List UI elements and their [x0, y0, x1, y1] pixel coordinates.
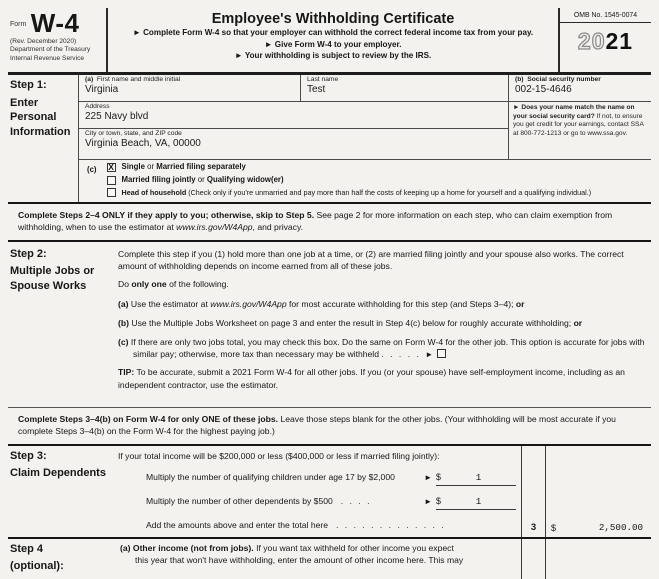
qualifying-children-line	[118, 471, 516, 486]
other-dependents-amount-input[interactable]: 1	[475, 495, 482, 507]
step4a-line2: this year that won't have withholding, enter the amount of other income here. This may	[135, 555, 464, 565]
first-name-label: (a) First name and middle initial	[85, 76, 181, 83]
city-cell	[78, 129, 508, 160]
step2-label	[8, 242, 118, 391]
address-cell	[78, 102, 508, 129]
ssn-label: (b) Social security number	[515, 76, 601, 83]
header-instruction-2: ► Give Form W-4 to your employer.	[264, 39, 402, 49]
estimator-url: www.irs.gov/W4App	[210, 298, 287, 309]
other-dependents-line	[118, 495, 516, 510]
last-name-label: Last name	[307, 76, 339, 83]
step2-option-b: (b) Use the Multiple Jobs Worksheet on page 3 and enter the result in Step 4(c) below for roughly accurate withholding; or	[118, 317, 583, 328]
filing-status-row	[78, 160, 651, 202]
step1-section	[8, 75, 651, 204]
step3-total-cell	[545, 446, 651, 537]
first-name-input[interactable]: Virginia	[85, 84, 119, 95]
step2-number: Step 2:	[10, 247, 47, 260]
city-input[interactable]: Virginia Beach, VA, 00000	[85, 138, 201, 149]
city-label: City or town, state, and ZIP code	[85, 130, 182, 137]
step3-number: Step 3:	[10, 449, 47, 462]
w4-form	[8, 8, 651, 573]
form-number: W-4	[30, 8, 80, 38]
omb-year-block	[558, 8, 651, 72]
married-jointly-checkbox[interactable]	[107, 176, 116, 185]
step1-title: Enter Personal Information	[10, 96, 71, 138]
add-amounts-text: Add the amounts above and enter the total here	[146, 519, 329, 530]
step2-section	[8, 242, 651, 400]
qualifying-children-text: Multiply the number of qualifying children under age 17 by $2,000	[146, 471, 395, 482]
dept-line1: Department of the Treasury	[10, 46, 91, 54]
step4-amount-column	[545, 539, 651, 579]
filing-option-married-label: Married filing jointly or Qualifying widow(er)	[121, 174, 284, 184]
step4-number: Step 4	[10, 542, 44, 555]
form-title: Employee's Withholding Certificate	[211, 11, 455, 27]
step2-option-a: (a) Use the estimator at www.irs.gov/W4App for most accurate withholding for this step (and Steps 3–4); or	[118, 298, 525, 309]
filing-option-single-label: Single or Married filing separately	[121, 162, 246, 172]
dollar-sign: $	[551, 522, 557, 533]
form-revision: (Rev. December 2020)	[10, 38, 77, 45]
step4-optional: (optional):	[10, 560, 64, 573]
step3-title: Claim Dependents	[10, 467, 106, 480]
qualifying-children-amount-input[interactable]: 1	[475, 471, 482, 483]
arrow-icon: ►	[424, 496, 432, 506]
form-id-block	[8, 8, 108, 72]
step3-label	[8, 446, 118, 537]
ssn-cell	[508, 75, 651, 102]
header-instruction-1: ► Complete Form W-4 so that your employer can withhold the correct federal income tax from your pay.	[132, 28, 534, 37]
steps-2-4-notice: Complete Steps 2–4 ONLY if they apply to you; otherwise, skip to Step 5. See page 2 for more information on each step, who can claim exemption from withholding, when to use the estimator at www.irs.gov/W4App, and privacy.	[8, 204, 651, 242]
last-name-input[interactable]: Test	[307, 84, 326, 95]
other-dependents-amount-field: $ 1	[436, 495, 516, 510]
filing-status-tag: (c)	[87, 165, 97, 174]
step1-number: Step 1:	[10, 79, 47, 91]
notice34-bold: Complete Steps 3–4(b) on Form W-4 for only ONE of these jobs.	[18, 413, 279, 424]
address-input[interactable]: 225 Navy blvd	[85, 111, 149, 122]
step4-section	[8, 539, 651, 579]
ssn-note-bold: ► Does your name match the name on your social security card?	[513, 104, 635, 120]
step1-label	[8, 75, 78, 138]
leader-dots: . . . .	[340, 495, 372, 506]
step3-section	[8, 446, 651, 539]
omb-number: OMB No. 1545-0074	[560, 8, 651, 23]
step2-title: Multiple Jobs or Spouse Works	[10, 265, 95, 292]
ssn-note-rest: If not, to ensure you get credit for your earnings, contact SSA at 800-772-1213 or go to www.ssa.gov.	[513, 112, 644, 137]
step2-tip: TIP: To be accurate, submit a 2021 Form W-4 for all other jobs. If you (or your spouse) have self-employment income, including as an independent contractor, use the estimator.	[118, 367, 625, 390]
dept-line2: Internal Revenue Service	[10, 54, 85, 62]
last-name-cell	[300, 75, 508, 102]
form-header	[8, 8, 651, 75]
qualifying-children-amount-field: $ 1	[436, 471, 516, 486]
notice24-bold: Complete Steps 2–4 ONLY if they apply to you; otherwise, skip to Step 5.	[18, 210, 315, 220]
step2-intro: Complete this step if you (1) hold more than one job at a time, or (2) are married filing jointly and your spouse also works. The correct amount of withholding depends on income earned from all of these jobs.	[118, 248, 624, 272]
add-amounts-line	[118, 519, 516, 531]
year-bold: 21	[605, 28, 634, 54]
header-instruction-3: ► Your withholding is subject to review by the IRS.	[234, 51, 432, 61]
address-label: Address	[85, 103, 110, 110]
form-title-block	[108, 8, 558, 72]
arrow-icon: ►	[425, 350, 434, 360]
two-jobs-checkbox[interactable]	[437, 349, 446, 358]
step3-row-number: 3	[521, 446, 545, 537]
leader-dots: . . . . .	[381, 349, 426, 360]
other-dependents-text: Multiply the number of other dependents by $500	[146, 495, 333, 506]
filing-option-hoh-label: Head of household (Check only if you're unmarried and pay more than half the costs of keeping up a home for yourself and a qualifying individual.)	[121, 187, 592, 197]
steps-3-4b-notice: Complete Steps 3–4(b) on Form W-4 for only ONE of these jobs. Leave those steps blank for the other jobs. (Your withholding will be most accurate if you complete Steps 3–4(b) on the Form W-4 for the highest paying job.)	[8, 407, 651, 446]
form-word: Form	[10, 21, 27, 28]
filing-option-single	[107, 163, 651, 172]
ssn-input[interactable]: 002-15-4646	[515, 84, 572, 95]
step2-option-c: (c) If there are only two jobs total, you may check this box. Do the same on Form W-4 for the other job. This option is accurate for jobs with similar pay; otherwise, more tax than necessary may be withheld . . . . . ►	[118, 336, 645, 360]
step4a-line1: (a) Other income (not from jobs). If you want tax withheld for other income you expect	[120, 542, 454, 553]
step3-content	[118, 446, 521, 537]
irs-estimator-url: www.irs.gov/W4App	[176, 222, 253, 233]
arrow-icon: ►	[424, 472, 432, 482]
step2-do-only-one: Do only one of the following.	[118, 279, 229, 290]
step4-row-number-column	[521, 539, 545, 579]
filing-option-head-of-household	[107, 188, 651, 197]
filing-status-options	[107, 163, 651, 202]
year-outline: 20	[577, 28, 606, 54]
step3-intro: If your total income will be $200,000 or less ($400,000 or less if married filing jointly):	[118, 450, 440, 461]
head-of-household-checkbox[interactable]	[107, 188, 116, 197]
form-year	[560, 28, 651, 55]
ssn-match-note	[508, 102, 651, 160]
single-checkbox[interactable]: X	[108, 162, 114, 173]
first-name-cell	[78, 75, 300, 102]
filing-option-married-jointly	[107, 176, 651, 185]
step4-content	[118, 539, 521, 579]
step3-total-input[interactable]: 2,500.00	[598, 521, 643, 533]
step4-label	[8, 539, 118, 579]
step2-content	[118, 242, 651, 391]
leader-dots: . . . . . . . . . . . . .	[336, 519, 446, 530]
